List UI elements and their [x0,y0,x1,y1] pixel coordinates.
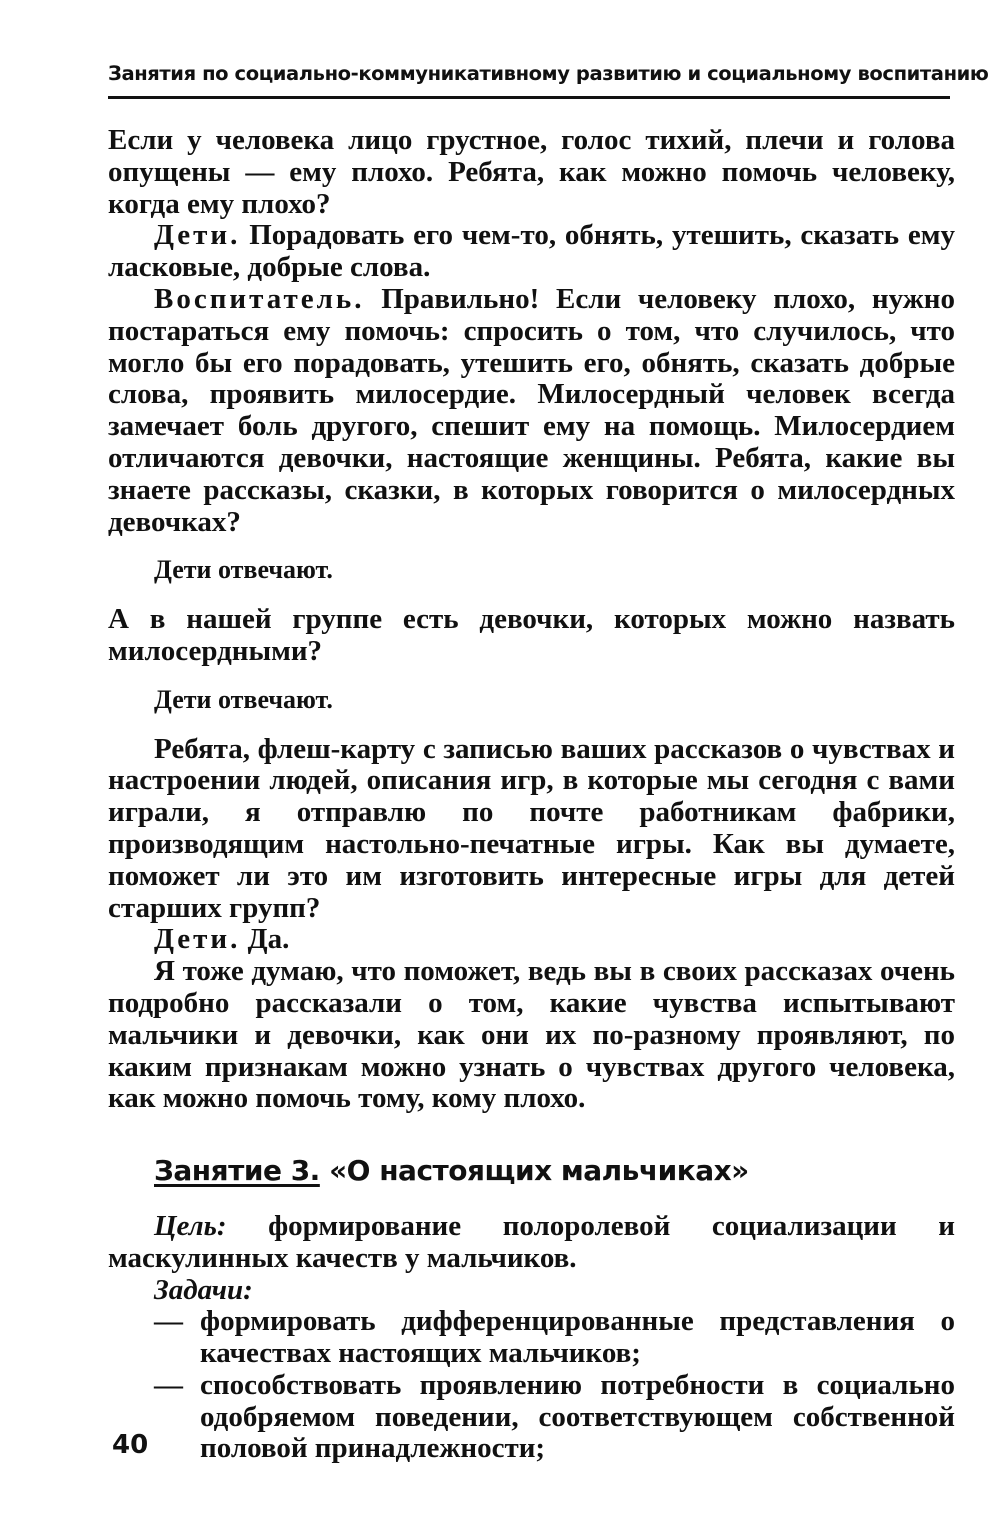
tasks-label: Задачи: [154,1273,253,1306]
paragraph-6 [108,924,955,956]
task-dash-2: — [154,1368,183,1401]
speaker-children: Дети. [154,219,241,252]
task-dash-1: — [154,1305,183,1338]
paragraph-4: А в нашей группе есть девочки, которых можно назвать милосердными? [108,603,955,667]
stage-note-1: Дети отвечают. [154,555,333,585]
goal-label: Цель: [154,1209,227,1242]
paragraph-1: Если у человека лицо грустное, голос тихий, плечи и голова опущены — ему плохо. Ребята, как можно помочь человеку, когда ему плохо? [108,124,955,220]
page-number: 40 [112,1430,149,1460]
speaker-children-2: Дети. [154,923,241,956]
header-rule [108,96,950,99]
task-item-2 [108,1370,955,1465]
paragraph-3-text: Правильно! Если человеку плохо, нужно постараться ему помочь: спросить о том, что случилось, что могло бы его порадовать, утешить его, обнять, сказать добрые слова, проявить милосердие. Милосердный человек всегда замечает боль другого, спешит ему на помощь. Милосердием отличаются девочки, настоящие женщины. Ребята, какие вы знаете рассказы, сказки, в которых говорится о милосердных девочках? [108,282,955,538]
paragraph-2-text: Порадовать его чем-то, обнять, утешить, сказать ему ласковые, добрые слова. [108,219,955,284]
paragraph-7: Я тоже думаю, что поможет, ведь вы в своих рассказах очень подробно рассказали о том, какие чувства испытывают мальчики и девочки, как они их по-разному проявляют, по каким признакам можно узнать о чувствах другого человека, как можно помочь тому, кому плохо. [108,955,955,1115]
lesson-number: Занятие 3. [154,1154,320,1188]
paragraph-5: Ребята, флеш-карту с записью ваших рассказов о чувствах и настроении людей, описания игр, в которые мы сегодня с вами играли, я отправлю по почте работникам фабрики, производящим настольно-печатные игры. Как вы думаете, поможет ли это им изготовить интересные игры для детей старших групп? [108,732,955,924]
running-header: Занятия по социально-коммуникативному развитию и социальному воспитанию [108,62,989,85]
page-body [108,125,955,1465]
goal-text: формирование полоролевой социализации и маскулинных качеств у мальчиков. [108,1209,955,1274]
paragraph-6-text: Да. [240,923,290,956]
paragraph-2 [108,220,955,284]
lesson-heading [108,1155,955,1187]
lesson-goal [108,1211,955,1275]
lesson-title: «О настоящих мальчиках» [319,1154,749,1188]
task-text-2: способствовать проявлению потребности в социально одобряемом поведении, соответствующем собственной половой принадлежности; [200,1368,955,1465]
task-item-1 [108,1306,955,1370]
paragraph-3 [108,284,955,538]
speaker-teacher: Воспитатель. [154,282,365,315]
task-text-1: формировать дифференцированные представления о качествах настоящих мальчиков; [200,1305,955,1370]
stage-note-2: Дети отвечают. [154,684,333,714]
